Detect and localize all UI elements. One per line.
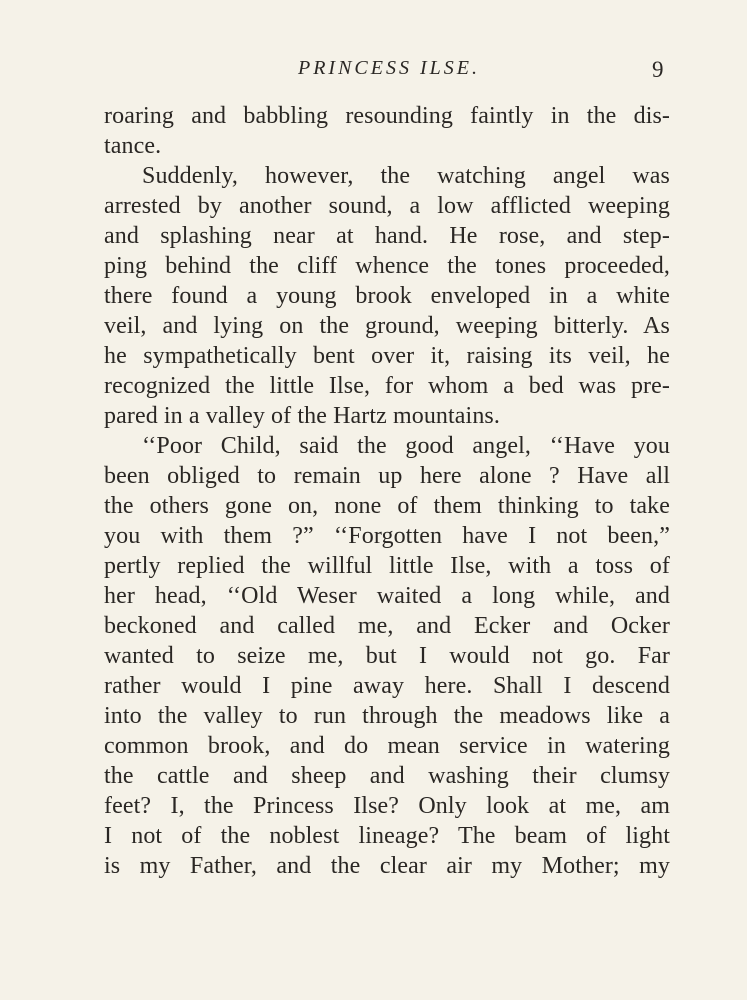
text-line: common brook, and do mean service in watering xyxy=(104,733,670,759)
text-line: wanted to seize me, but I would not go. Far xyxy=(104,643,670,669)
running-title: PRINCESS ILSE. xyxy=(298,57,480,79)
text-line: rather would I pine away here. Shall I descend xyxy=(104,673,670,699)
text-line: been obliged to remain up here alone ? Have all xyxy=(104,463,670,489)
body-text xyxy=(104,101,670,881)
text-line: the cattle and sheep and washing their clumsy xyxy=(104,763,670,789)
text-line: tance. xyxy=(104,133,162,159)
text-line: I not of the noblest lineage? The beam of light xyxy=(104,823,670,849)
text-line: you with them ?” ‘‘Forgotten have I not been,” xyxy=(104,523,670,549)
text-line: ping behind the cliff whence the tones proceeded, xyxy=(104,253,670,279)
text-line: her head, ‘‘Old Weser waited a long while, and xyxy=(104,583,670,609)
page-number: 9 xyxy=(652,57,664,82)
text-line: is my Father, and the clear air my Mother; my xyxy=(104,853,670,879)
text-line: he sympathetically bent over it, raising its veil, he xyxy=(104,343,670,369)
text-line: arrested by another sound, a low afflicted weeping xyxy=(104,193,670,219)
text-line: the others gone on, none of them thinking to take xyxy=(104,493,670,519)
text-line: recognized the little Ilse, for whom a bed was pre- xyxy=(104,373,670,399)
text-line: Suddenly, however, the watching angel was xyxy=(142,163,670,189)
text-line: pared in a valley of the Hartz mountains. xyxy=(104,403,500,429)
text-line: pertly replied the willful little Ilse, with a toss of xyxy=(104,553,670,579)
text-line: veil, and lying on the ground, weeping bitterly. As xyxy=(104,313,670,339)
text-line: beckoned and called me, and Ecker and Ocker xyxy=(104,613,670,639)
text-line: there found a young brook enveloped in a white xyxy=(104,283,670,309)
text-line: and splashing near at hand. He rose, and step- xyxy=(104,223,670,249)
text-line: ‘‘Poor Child, said the good angel, ‘‘Have you xyxy=(142,433,670,459)
text-line: feet? I, the Princess Ilse? Only look at me, am xyxy=(104,793,670,819)
text-line: roaring and babbling resounding faintly in the dis- xyxy=(104,103,670,129)
text-line: into the valley to run through the meadows like a xyxy=(104,703,670,729)
